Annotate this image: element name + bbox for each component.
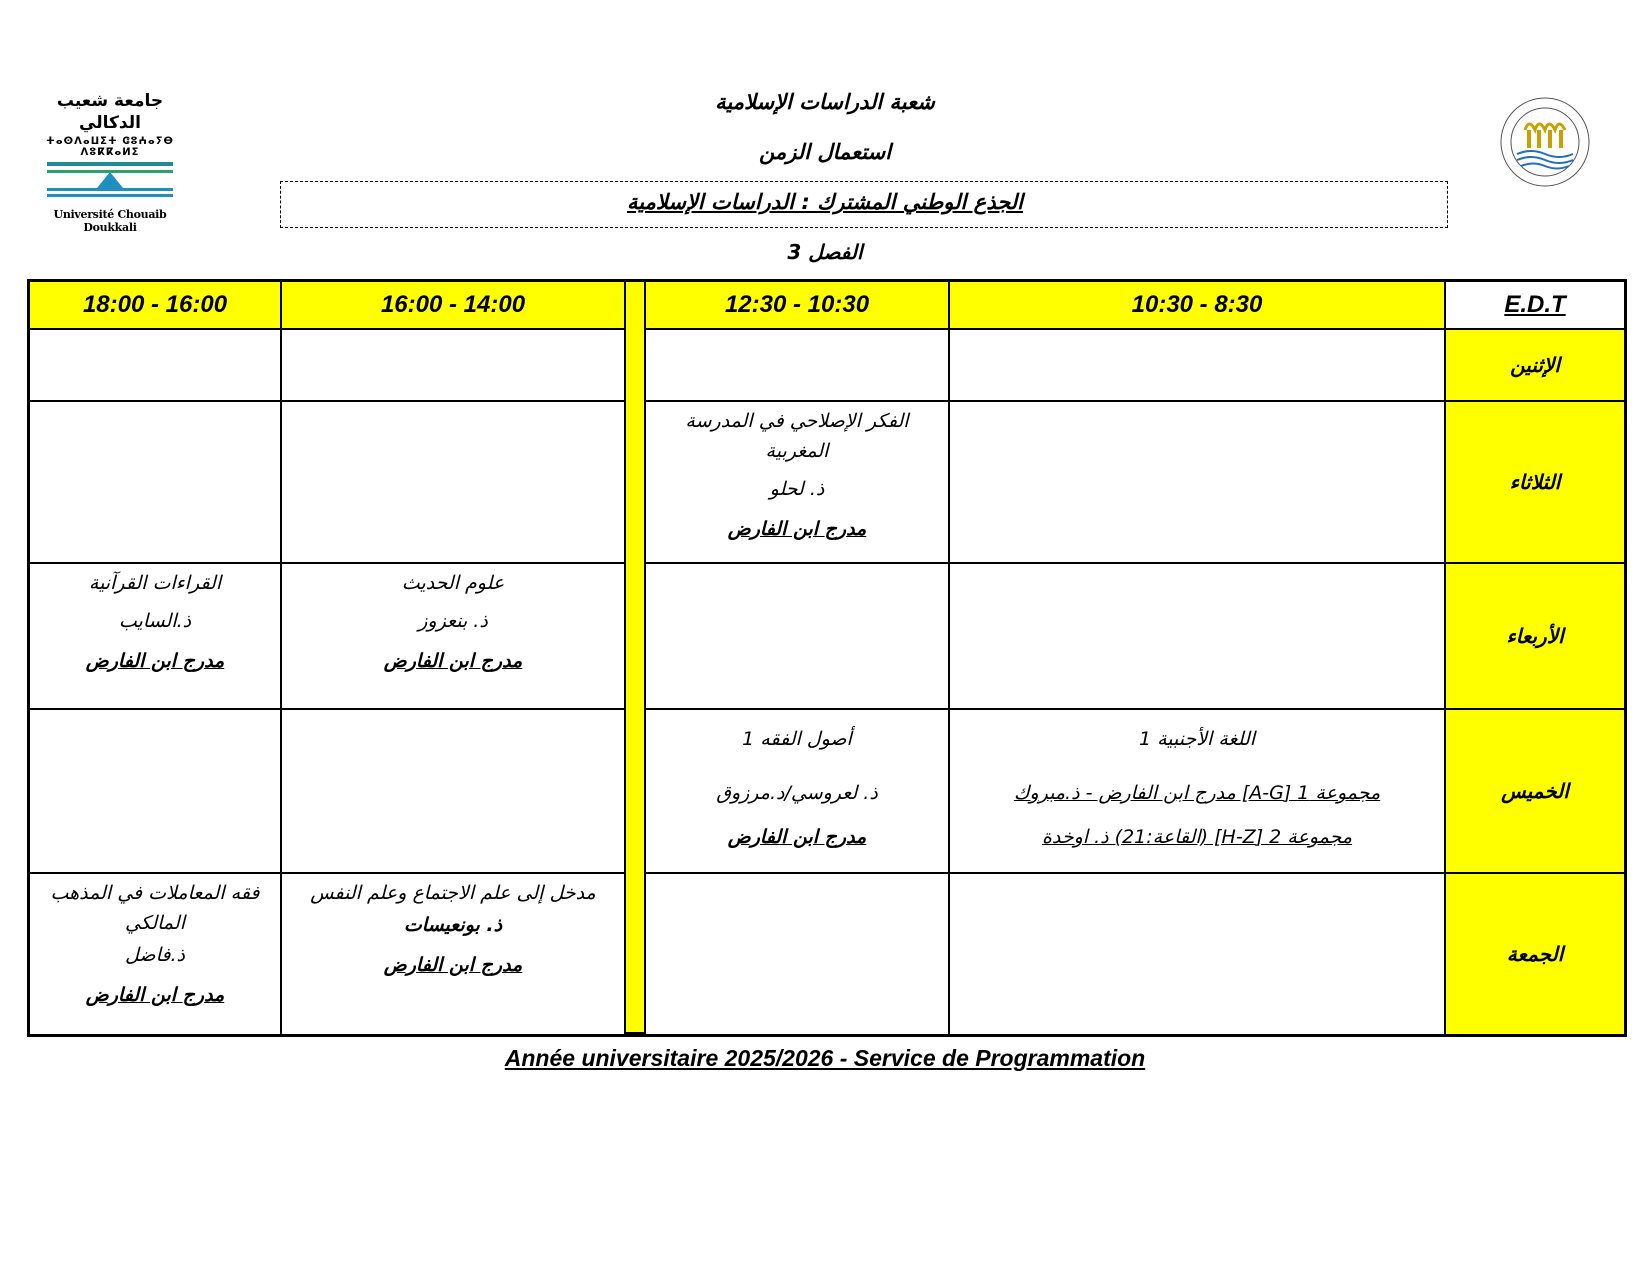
program-title: الجذع الوطني المشترك : الدراسات الإسلامية [626, 190, 1024, 214]
corner-edt: E.D.T [1446, 282, 1624, 330]
friday-1600-cell [30, 874, 282, 1034]
thursday-0830-cell [950, 710, 1446, 874]
day-monday: الإثنين [1446, 330, 1624, 402]
professor-name: ذ.فاضل [125, 944, 185, 966]
thursday-1600-cell [30, 710, 282, 874]
wednesday-0830-cell [950, 564, 1446, 710]
monday-1600-cell [30, 330, 282, 402]
room-name: مدرج ابن الفارض [85, 650, 225, 672]
department-title: شعبة الدراسات الإسلامية [715, 90, 935, 114]
day-friday: الجمعة [1446, 874, 1624, 1034]
professor-name: ذ.السايب [118, 610, 192, 632]
course-name: علوم الحديث [401, 572, 505, 594]
professor-name: ذ. لعروسي/د.مرزوق [716, 782, 878, 804]
room-name: مدرج ابن الفارض [727, 518, 867, 540]
day-thursday: الخميس [1446, 710, 1624, 874]
friday-1030-cell [646, 874, 950, 1034]
tuesday-1030-cell [646, 402, 950, 564]
slot-header-1400: 16:00 - 14:00 [282, 282, 626, 330]
wednesday-1400-cell [282, 564, 626, 710]
timetable [27, 279, 1627, 1037]
course-name: القراءات القرآنية [88, 572, 222, 594]
thursday-1400-cell [282, 710, 626, 874]
professor-name: ذ. بنعزوز [418, 610, 488, 632]
lunch-separator [626, 282, 646, 1034]
day-wednesday: الأربعاء [1446, 564, 1624, 710]
room-name: مدرج ابن الفارض [383, 954, 523, 976]
program-title-wrap [0, 190, 1650, 214]
tuesday-0830-cell [950, 402, 1446, 564]
slot-header-1600: 18:00 - 16:00 [30, 282, 282, 330]
monday-1400-cell [282, 330, 626, 402]
friday-1400-cell [282, 874, 626, 1034]
room-name: مدرج ابن الفارض [383, 650, 523, 672]
professor-name: ذ. بونعيسات [403, 914, 503, 936]
course-name: فقه المعاملات في المذهب المالكي [50, 882, 260, 934]
university-name-french: Université Chouaib Doukkali [53, 208, 167, 234]
monday-1030-cell [646, 330, 950, 402]
tuesday-1400-cell [282, 402, 626, 564]
thursday-1030-cell [646, 710, 950, 874]
footer-wrap [0, 1045, 1650, 1072]
wednesday-1600-cell [30, 564, 282, 710]
slot-header-0830: 10:30 - 8:30 [950, 282, 1446, 330]
course-name: مدخل إلى علم الاجتماع وعلم النفس [310, 882, 596, 904]
group-1-info: مجموعة 1 [A-G] مدرج ابن الفارض - ذ.مبروك [1013, 782, 1381, 804]
schedule-title: استعمال الزمن [758, 140, 892, 164]
room-name: مدرج ابن الفارض [727, 826, 867, 848]
slot-header-1030: 12:30 - 10:30 [646, 282, 950, 330]
tuesday-1600-cell [30, 402, 282, 564]
wednesday-1030-cell [646, 564, 950, 710]
course-name: الفكر الإصلاحي في المدرسة المغربية [685, 410, 909, 462]
group-2-info: مجموعة 2 [H-Z] (القاعة:21) ذ. اوخدة [1041, 826, 1353, 848]
course-name: اللغة الأجنبية 1 [1138, 728, 1256, 750]
monday-0830-cell [950, 330, 1446, 402]
room-name: مدرج ابن الفارض [85, 984, 225, 1006]
professor-name: ذ. لحلو [769, 478, 825, 500]
footer-text: Année universitaire 2025/2026 - Service de Programmation [504, 1045, 1146, 1071]
course-name: أصول الفقه 1 [742, 728, 852, 750]
semester-label: الفصل 3 [787, 240, 863, 264]
university-name-tifinagh: ⵜⴰⵙⴷⴰⵡⵉⵜ ⵛⵓⵄⴰⵢⴱ ⴷⵓⴽⴽⴰⵍⵉ [46, 136, 174, 158]
day-tuesday: الثلاثاء [1446, 402, 1624, 564]
university-name-arabic: جامعة شعيب الدكالي [56, 91, 164, 133]
friday-0830-cell [950, 874, 1446, 1034]
